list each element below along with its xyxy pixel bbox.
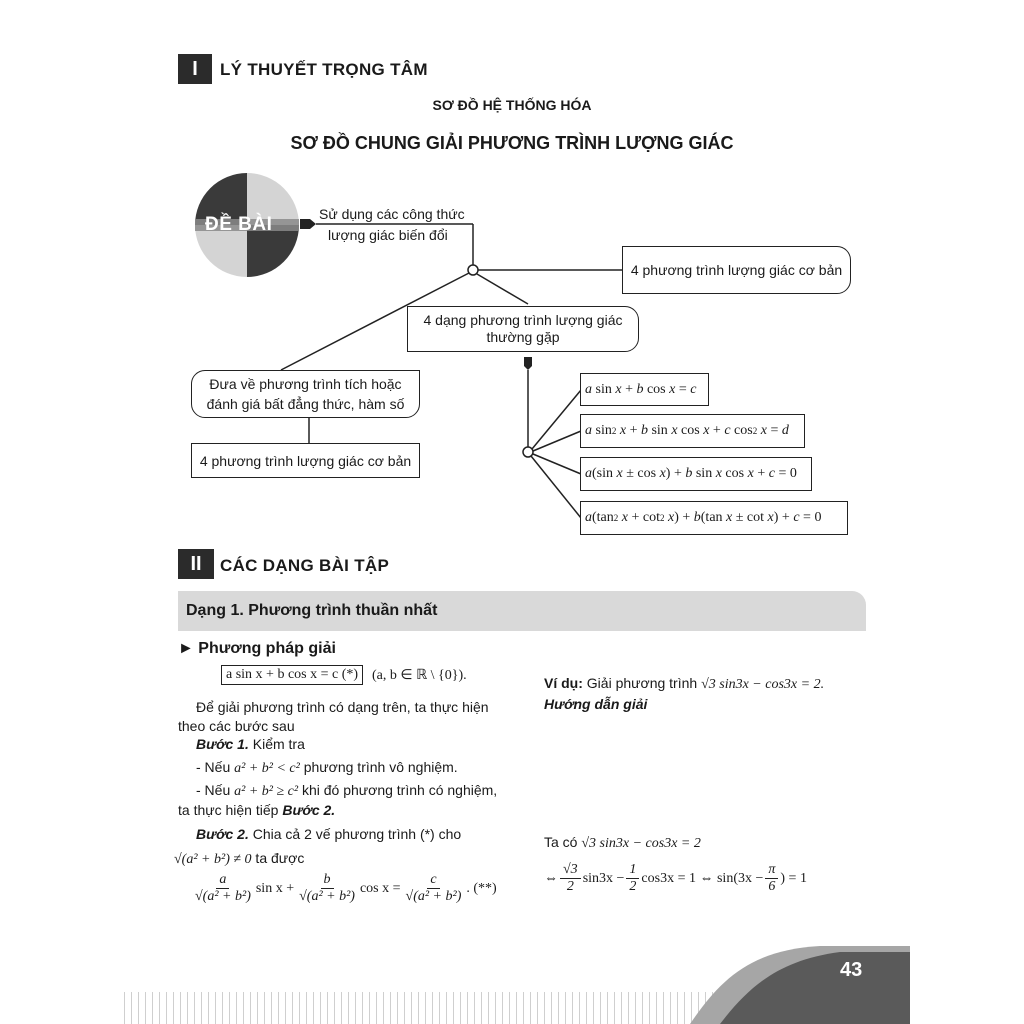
dang-1-title: Dạng 1. Phương trình thuần nhất	[186, 602, 438, 619]
step-2-math: √(a² + b²) ≠ 0	[174, 852, 252, 867]
case-2-line2: ta thực hiện tiếp Bước 2.	[178, 802, 336, 818]
case-1-math: a² + b² < c²	[234, 761, 300, 776]
form-box-1: a sin x + b cos x = c	[580, 373, 709, 406]
footer-stripes	[118, 992, 718, 1024]
step-1-text: Kiểm tra	[248, 736, 305, 752]
basic-equations-label: 4 phương trình lượng giác cơ bản	[630, 262, 843, 278]
guide-heading: Hướng dẫn giải	[544, 696, 648, 712]
common-forms-box	[407, 306, 639, 352]
case-1-line: - Nếu a² + b² < c² phương trình vô nghiệm.	[196, 759, 458, 776]
basic-equations-box-2	[191, 443, 420, 478]
normalized-equation: $\frac{a}{\text{√(a² + b²)}}$ sin x + $\frac{b}{\text{√(a² + b²)}}$ cos x = $\frac{c}{\text{√(a² + b²)}}$ . (**)	[195, 872, 497, 904]
page-number: 43	[840, 959, 863, 981]
transform-text-line2: lượng giác biến đổi	[328, 227, 448, 243]
main-equation-condition: (a, b ∈ ℝ \ {0}).	[372, 668, 467, 683]
diagram-title: SƠ ĐỒ CHUNG GIẢI PHƯƠNG TRÌNH LƯỢNG GIÁC	[290, 133, 734, 153]
footer-decoration	[690, 940, 910, 1024]
main-equation-box: a sin x + b cos x = c (*)	[221, 665, 363, 685]
reduce-line2: đánh giá bất đẳng thức, hàm số	[206, 396, 405, 412]
method-paragraph-line1: Để giải phương trình có dạng trên, ta thực hiện	[196, 699, 489, 715]
basic-equations-label-2: 4 phương trình lượng giác cơ bản	[199, 452, 412, 469]
de-bai-label: ĐỀ BÀI	[205, 214, 273, 235]
transform-text-line1: Sử dụng các công thức	[319, 206, 465, 222]
common-forms-line1: 4 dạng phương trình lượng giác	[423, 312, 623, 328]
form-box-4: a (tan 2 x + cot 2 x ) + b (tan x ± cot x ) + c = 0	[580, 501, 848, 535]
example-solution-line1: Ta có √3 sin3x − cos3x = 2	[544, 834, 701, 851]
subtitle: SƠ ĐỒ HỆ THỐNG HÓA	[432, 97, 592, 113]
example-math: √3 sin3x − cos3x = 2.	[701, 677, 825, 692]
form-box-2: a sin 2 x + b sin x cos x + c cos 2 x = d	[580, 414, 805, 448]
step-1-label: Bước 1.	[196, 736, 249, 752]
common-forms-line2: thường gặp	[486, 329, 560, 345]
example-line: Ví dụ: Giải phương trình √3 sin3x − cos3x = 2.	[544, 675, 825, 692]
case-2-math: a² + b² ≥ c²	[234, 784, 299, 799]
method-heading: ► Phương pháp giải	[178, 640, 336, 657]
form-box-3: a (sin x ± cos x ) + b sin x cos x + c = 0	[580, 457, 812, 491]
step-2-sqrt-line: √(a² + b²) ≠ 0 ta được	[174, 850, 305, 867]
reduce-line1: Đưa về phương trình tích hoặc	[209, 376, 402, 392]
example-solution-line2: ⇔ $\frac{√3}{2}$ sin3x − $\frac{1}{2}$ cos3x = 1 ⇔ sin(3x − $\frac{\pi}{6}$ ) = 1	[544, 862, 807, 894]
section-title: LÝ THUYẾT TRỌNG TÂM	[220, 60, 428, 79]
example-label: Ví dụ:	[544, 675, 583, 691]
section-title-2: CÁC DẠNG BÀI TẬP	[220, 556, 390, 575]
dang-1-bar	[178, 591, 866, 631]
step-2-line	[196, 824, 461, 844]
reduce-box	[191, 370, 420, 418]
step-1-line	[196, 734, 305, 754]
section-number-badge-2: II	[178, 549, 214, 579]
step-2-ref: Bước 2.	[282, 802, 336, 818]
case-2-line: - Nếu a² + b² ≥ c² khi đó phương trình có nghiệm,	[196, 782, 498, 799]
basic-equations-box	[622, 246, 851, 294]
step-2-text: Chia cả 2 vế phương trình (*) cho	[248, 826, 462, 842]
step-2-label: Bước 2.	[196, 826, 249, 842]
section-number-badge: I	[178, 54, 212, 84]
method-paragraph-line2: theo các bước sau	[178, 718, 295, 734]
